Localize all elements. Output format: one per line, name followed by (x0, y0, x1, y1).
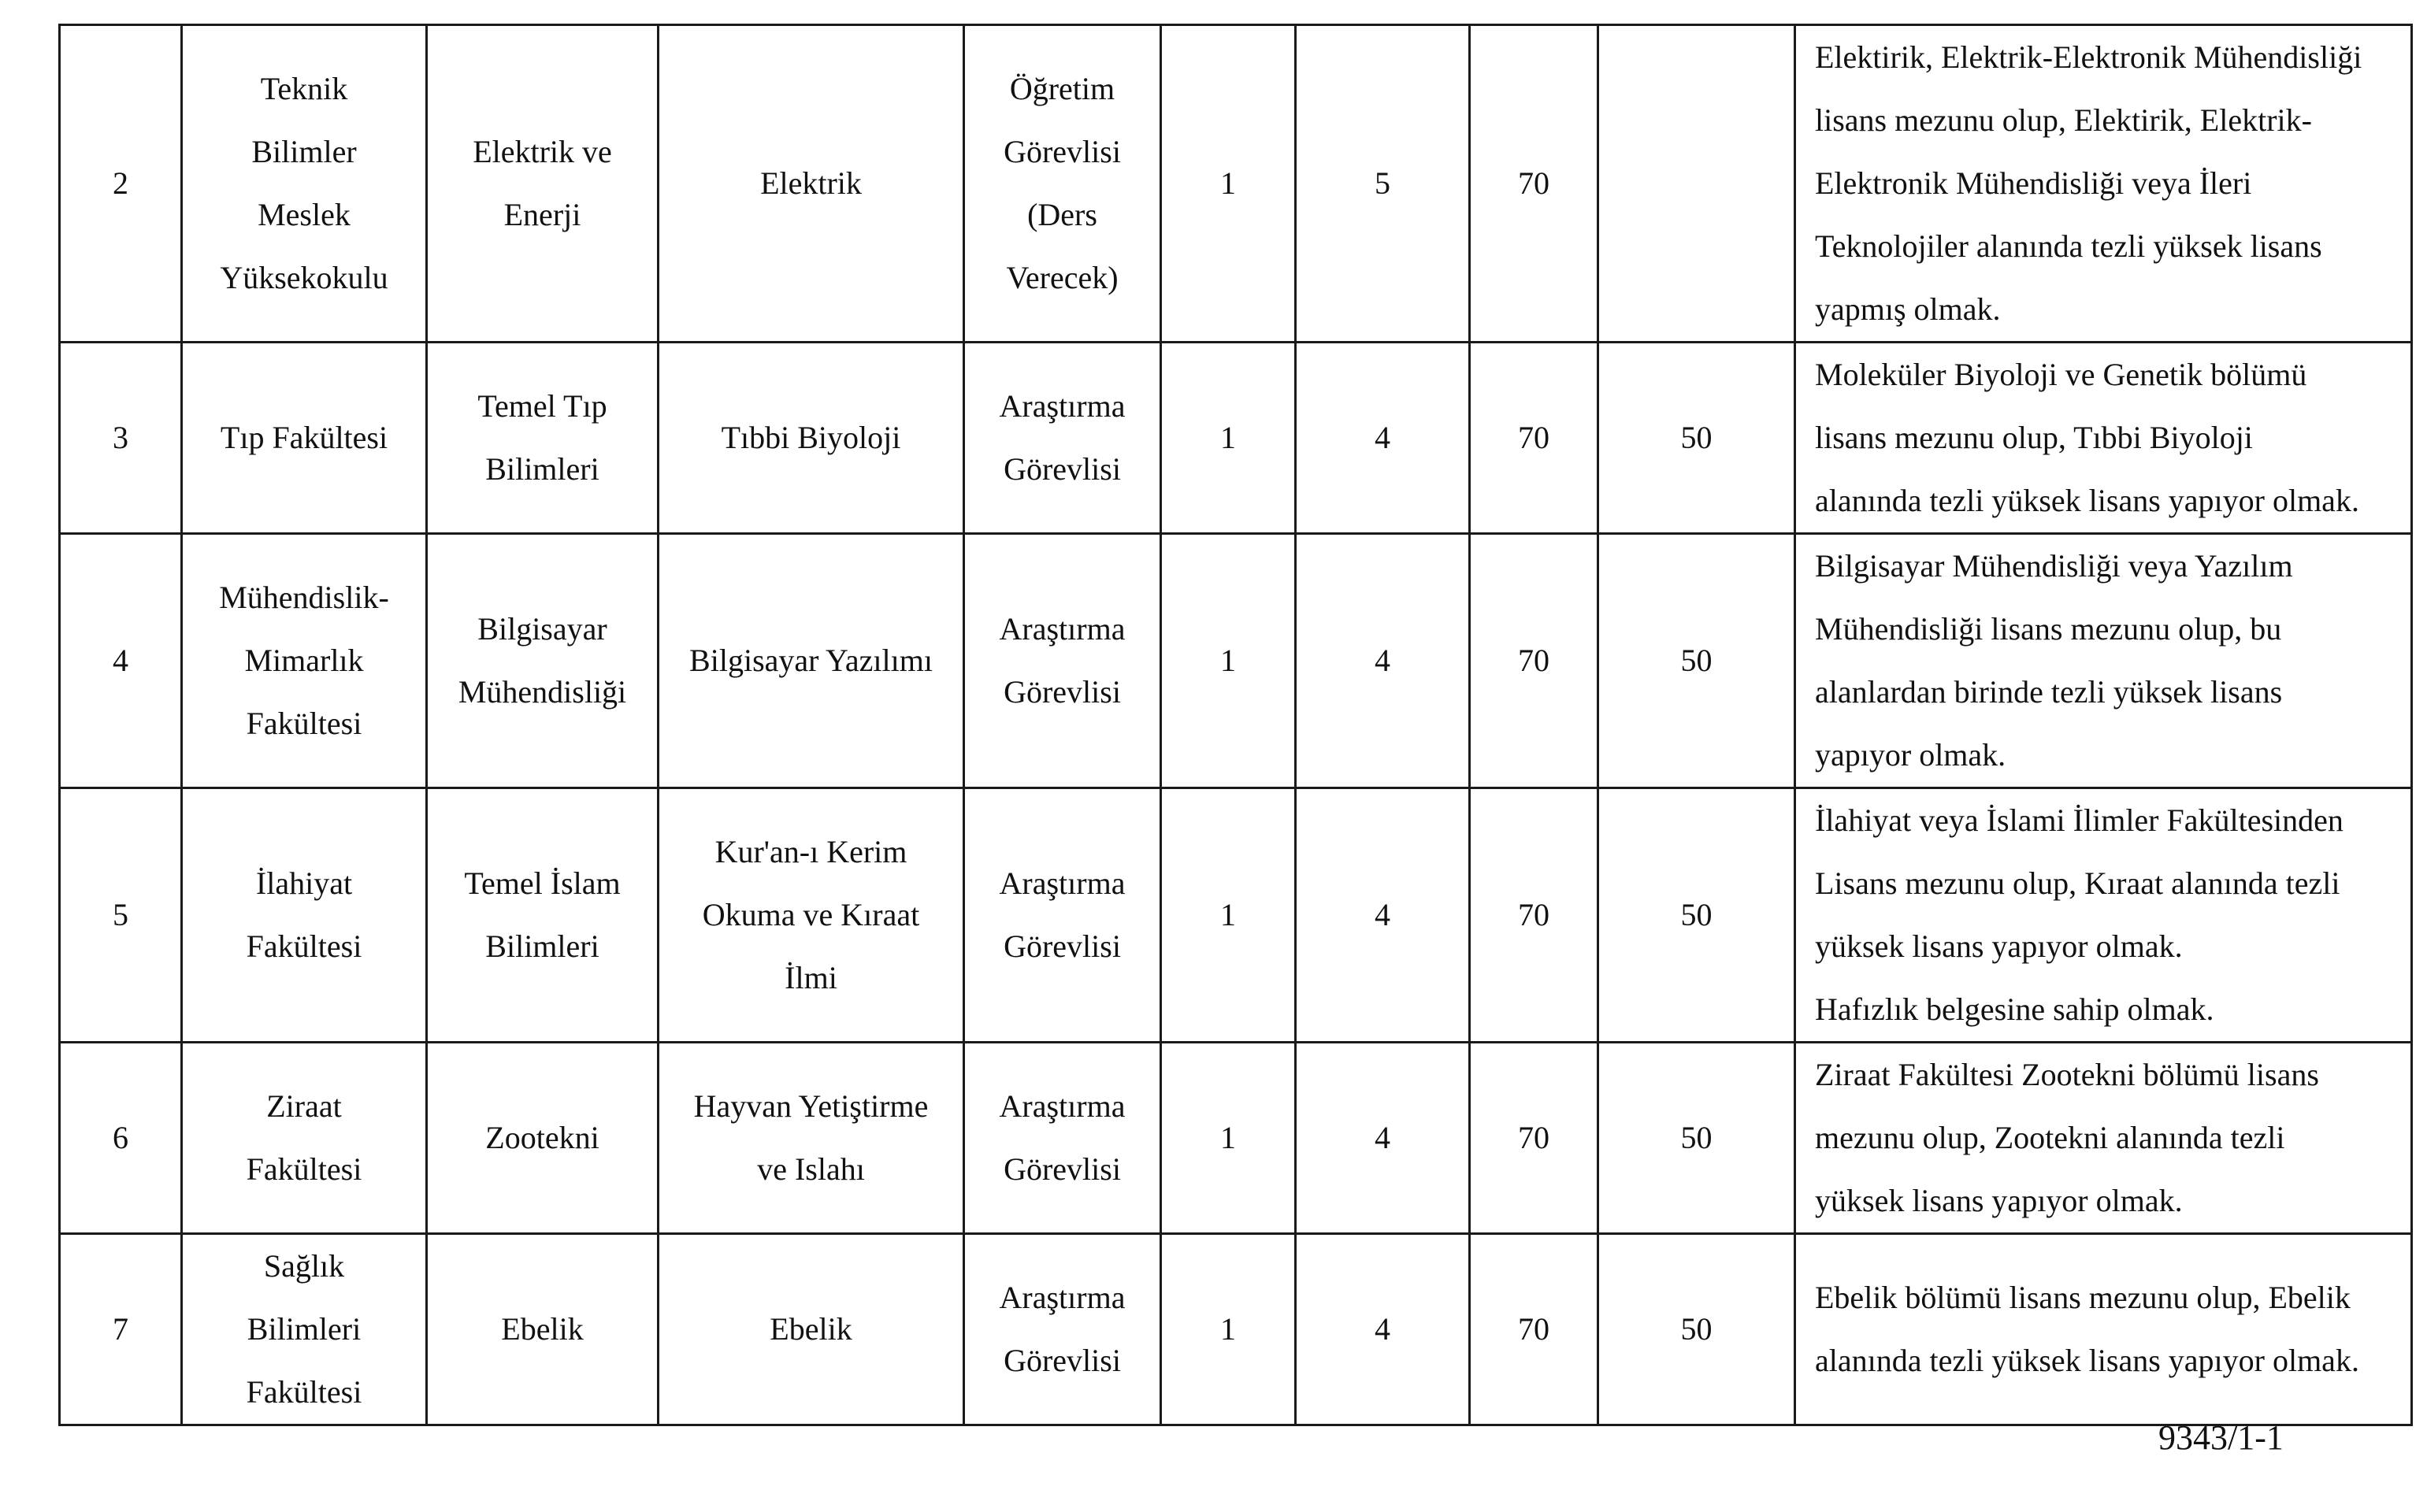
cell-title: Araştırma Görevlisi (964, 788, 1161, 1043)
cell-count: 1 (1161, 1234, 1296, 1425)
cell-degree: 4 (1296, 1234, 1470, 1425)
cell-program: Hayvan Yetiştirme ve Islahı (659, 1043, 964, 1234)
cell-language-score: 50 (1598, 1043, 1795, 1234)
cell-department: Zootekni (427, 1043, 659, 1234)
cell-degree: 5 (1296, 25, 1470, 343)
cell-program: Tıbbi Biyoloji (659, 343, 964, 534)
announcement-table-container (58, 24, 2410, 1426)
cell-program: Elektrik (659, 25, 964, 343)
cell-requirements: Ebelik bölümü lisans mezunu olup, Ebelik alanında tezli yüksek lisans yapıyor olmak. (1795, 1234, 2412, 1425)
cell-ales-score: 70 (1470, 788, 1598, 1043)
cell-language-score (1598, 25, 1795, 343)
cell-requirements: Bilgisayar Mühendisliği veya Yazılım Mühendisliği lisans mezunu olup, bu alanlardan birinde tezli yüksek lisans yapıyor olmak. (1795, 534, 2412, 788)
cell-title: Araştırma Görevlisi (964, 1234, 1161, 1425)
cell-count: 1 (1161, 25, 1296, 343)
cell-title: Araştırma Görevlisi (964, 534, 1161, 788)
cell-count: 1 (1161, 1043, 1296, 1234)
cell-ales-score: 70 (1470, 534, 1598, 788)
table-row (60, 788, 2412, 1043)
table-row (60, 1234, 2412, 1425)
cell-language-score: 50 (1598, 1234, 1795, 1425)
positions-table (58, 24, 2413, 1426)
cell-row-number: 4 (60, 534, 182, 788)
cell-faculty: İlahiyat Fakültesi (182, 788, 427, 1043)
announcement-reference-code: 9343/1-1 (2158, 1418, 2284, 1457)
cell-requirements: Ziraat Fakültesi Zootekni bölümü lisans mezunu olup, Zootekni alanında tezli yüksek lisans yapıyor olmak. (1795, 1043, 2412, 1234)
table-row (60, 534, 2412, 788)
cell-row-number: 3 (60, 343, 182, 534)
cell-ales-score: 70 (1470, 25, 1598, 343)
cell-language-score: 50 (1598, 343, 1795, 534)
cell-ales-score: 70 (1470, 1234, 1598, 1425)
cell-faculty: Tıp Fakültesi (182, 343, 427, 534)
cell-requirements: İlahiyat veya İslami İlimler Fakültesinden Lisans mezunu olup, Kıraat alanında tezli yüksek lisans yapıyor olmak. Hafızlık belgesine sahip olmak. (1795, 788, 2412, 1043)
cell-program: Kur'an-ı Kerim Okuma ve Kıraat İlmi (659, 788, 964, 1043)
cell-department: Elektrik ve Enerji (427, 25, 659, 343)
cell-row-number: 5 (60, 788, 182, 1043)
cell-count: 1 (1161, 788, 1296, 1043)
cell-department: Temel İslam Bilimleri (427, 788, 659, 1043)
cell-degree: 4 (1296, 343, 1470, 534)
cell-faculty: Mühendislik- Mimarlık Fakültesi (182, 534, 427, 788)
cell-program: Bilgisayar Yazılımı (659, 534, 964, 788)
cell-faculty: Ziraat Fakültesi (182, 1043, 427, 1234)
table-row (60, 1043, 2412, 1234)
cell-department: Temel Tıp Bilimleri (427, 343, 659, 534)
cell-degree: 4 (1296, 788, 1470, 1043)
cell-title: Öğretim Görevlisi (Ders Verecek) (964, 25, 1161, 343)
cell-count: 1 (1161, 534, 1296, 788)
cell-requirements: Elektirik, Elektrik-Elektronik Mühendisliği lisans mezunu olup, Elektirik, Elektrik- Elektronik Mühendisliği veya İleri Teknolojiler alanında tezli yüksek lisans yapmış olmak. (1795, 25, 2412, 343)
cell-title: Araştırma Görevlisi (964, 343, 1161, 534)
cell-degree: 4 (1296, 534, 1470, 788)
cell-count: 1 (1161, 343, 1296, 534)
cell-department: Bilgisayar Mühendisliği (427, 534, 659, 788)
cell-requirements: Moleküler Biyoloji ve Genetik bölümü lisans mezunu olup, Tıbbi Biyoloji alanında tezli yüksek lisans yapıyor olmak. (1795, 343, 2412, 534)
cell-row-number: 2 (60, 25, 182, 343)
table-row (60, 343, 2412, 534)
cell-program: Ebelik (659, 1234, 964, 1425)
cell-ales-score: 70 (1470, 1043, 1598, 1234)
cell-language-score: 50 (1598, 788, 1795, 1043)
cell-row-number: 7 (60, 1234, 182, 1425)
cell-faculty: Teknik Bilimler Meslek Yüksekokulu (182, 25, 427, 343)
cell-department: Ebelik (427, 1234, 659, 1425)
cell-language-score: 50 (1598, 534, 1795, 788)
cell-title: Araştırma Görevlisi (964, 1043, 1161, 1234)
table-row (60, 25, 2412, 343)
cell-row-number: 6 (60, 1043, 182, 1234)
cell-ales-score: 70 (1470, 343, 1598, 534)
cell-degree: 4 (1296, 1043, 1470, 1234)
cell-faculty: Sağlık Bilimleri Fakültesi (182, 1234, 427, 1425)
